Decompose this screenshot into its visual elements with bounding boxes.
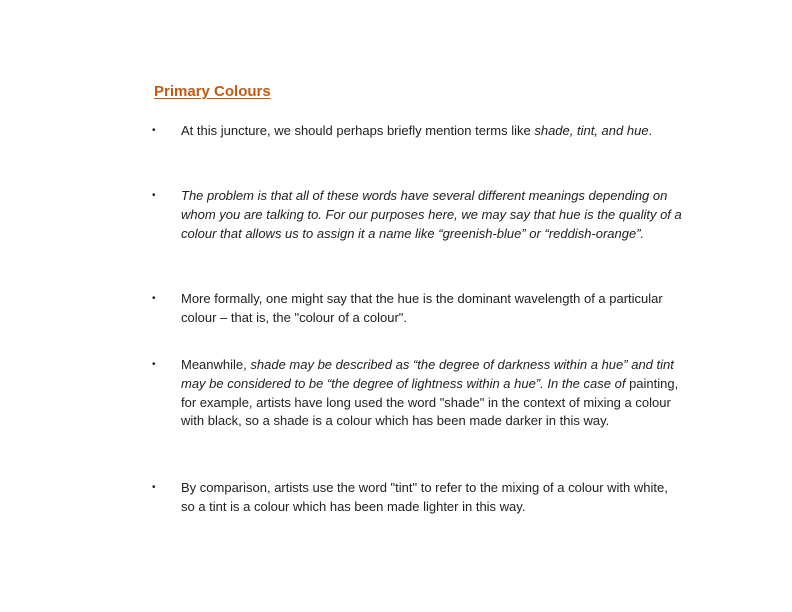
bullet-icon: • [152,125,156,136]
bullet-text [181,356,682,431]
bullet-icon: • [152,293,156,304]
bullet-text [181,290,682,328]
text-run: By comparison, artists use the word "tint" to refer to the mixing of a colour with white, so a tint is a colour which has been made lighter in this way. [181,480,668,514]
text-run: Meanwhile, [181,357,251,372]
bullet-text [181,122,682,141]
bullet-item [152,290,682,328]
text-run: painting, for example, artists have long used the word "shade" in the context of mixing a colour with black, so a shade is a colour which has been made darker in this way. [181,375,679,429]
bullet-icon: • [152,359,156,370]
bullet-text [181,479,682,517]
bullet-item [152,187,682,243]
bullet-item [152,356,682,431]
text-run: . [648,123,653,138]
text-run: shade may be described as “the degree of darkness within a hue” and tint may be considered to be “the degree of lightness within a hue”. In the case of [181,357,674,391]
slide-title: Primary Colours [154,83,271,100]
bullet-item [152,122,682,141]
text-run: More formally, one might say that the hue is the dominant wavelength of a particular colour – that is, the "colour of a colour". [181,291,663,325]
bullet-icon: • [152,482,156,493]
bullet-item [152,479,682,517]
text-run: The problem is that all of these words have several different meanings depending on whom you are talking to. For our purposes here, we may say that hue is the quality of a colour that allows us to assign it a name like “greenish-blue” or “reddish-orange”. [181,188,682,241]
text-run: At this juncture, we should perhaps briefly mention terms like [181,123,535,138]
text-run: shade, tint, and hue [534,123,649,138]
bullet-icon: • [152,190,156,201]
bullet-text [181,187,682,243]
